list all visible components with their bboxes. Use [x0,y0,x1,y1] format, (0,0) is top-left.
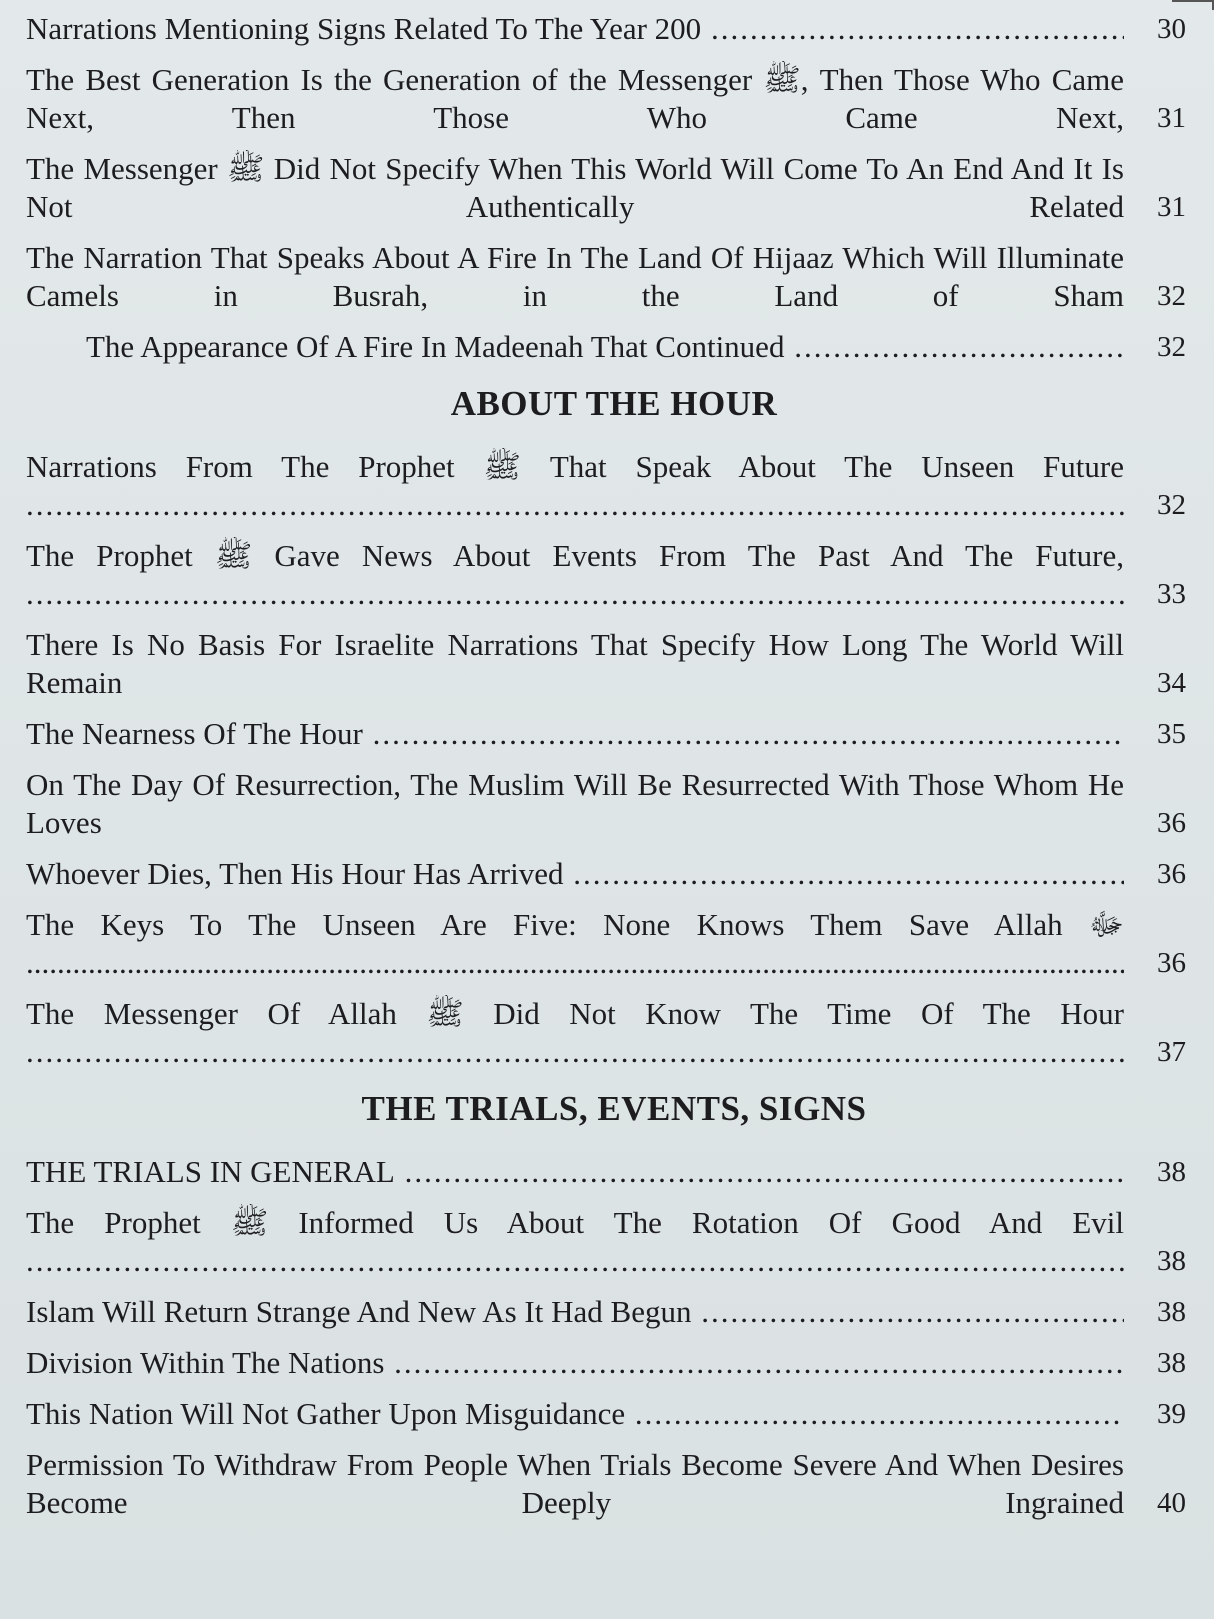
toc-entry-page: 37 [1157,1036,1186,1068]
toc-entry-page: 36 [1157,807,1186,839]
toc-entry-title: The Best Generation Is the Generation of the Messenger ﷺ, Then Those Who Came Next, Then Those Who Came Next, ..... [26,61,1124,137]
toc-entry-page: 39 [1157,1398,1186,1430]
section-heading-trials-events-signs: THE TRIALS, EVENTS, SIGNS [361,1089,867,1128]
toc-entry [26,1344,1202,1382]
toc-entry [26,906,1202,982]
toc-entry-title: The Appearance Of A Fire In Madeenah That Continued ..... [86,328,1124,366]
toc-entry-page: 38 [1157,1245,1186,1277]
toc-entry [26,995,1202,1071]
toc-entry [26,150,1202,226]
toc-entry [26,715,1202,753]
toc-entry [26,448,1202,524]
toc-entry [26,766,1202,842]
toc-entry-page: 40 [1157,1487,1186,1519]
toc-entry-page: 34 [1157,667,1186,699]
toc-entry-page: 31 [1157,102,1186,134]
toc-entry-title: The Nearness Of The Hour ..... [26,715,1124,753]
toc-entry-title: The Keys To The Unseen Are Five: None Knows Them Save Allah ﷻ ..... [26,906,1124,982]
toc-entry-title: Islam Will Return Strange And New As It Had Begun ..... [26,1293,1124,1331]
toc-entry [26,239,1202,315]
toc-entry-page: 33 [1157,578,1186,610]
toc-entry-page: 32 [1157,280,1186,312]
toc-entry-page: 36 [1157,947,1186,979]
toc-entry-page: 32 [1157,331,1186,363]
toc-entry-page: 31 [1157,191,1186,223]
section-heading-about-the-hour: ABOUT THE HOUR [450,384,778,423]
toc-entry-page: 38 [1157,1347,1186,1379]
toc-entry-page: 30 [1157,13,1186,45]
toc-entry-title: THE TRIALS IN GENERAL ..... [26,1153,1124,1191]
toc-entry [26,855,1202,893]
toc-entry [26,537,1202,613]
toc-entry [26,1293,1202,1331]
toc-entry [26,1446,1202,1522]
toc-entry-page: 35 [1157,718,1186,750]
toc-entry-title: The Messenger ﷺ Did Not Specify When This World Will Come To An End And It Is Not Authentically Related ..... [26,150,1124,226]
toc-entry-title: Narrations From The Prophet ﷺ That Speak About The Unseen Future ..... [26,448,1124,524]
toc-entry-title: The Narration That Speaks About A Fire In The Land Of Hijaaz Which Will Illuminate Camels in Busrah, in the Land of Sham ..... [26,239,1124,315]
toc-entry [26,626,1202,702]
toc-entry-title: On The Day Of Resurrection, The Muslim Will Be Resurrected With Those Whom He Loves ..... [26,766,1124,842]
toc-entry-title: Narrations Mentioning Signs Related To The Year 200 ..... [26,10,1124,48]
toc-entry-title: There Is No Basis For Israelite Narrations That Specify How Long The World Will Remain ..... [26,626,1124,702]
toc-entry-page: 36 [1157,858,1186,890]
toc-entry [26,1204,1202,1280]
toc-entry-title: Division Within The Nations ..... [26,1344,1124,1382]
toc-entry-page: 38 [1157,1156,1186,1188]
toc-entry-title: The Prophet ﷺ Gave News About Events From The Past And The Future, ..... [26,537,1124,613]
toc-entry-title: Whoever Dies, Then His Hour Has Arrived ..... [26,855,1124,893]
toc-entry-title: The Messenger Of Allah ﷺ Did Not Know The Time Of The Hour ..... [26,995,1124,1071]
table-of-contents [26,10,1202,1535]
toc-entry-title: The Prophet ﷺ Informed Us About The Rotation Of Good And Evil ..... [26,1204,1124,1280]
toc-entry [26,1395,1202,1433]
toc-entry-page: 32 [1157,489,1186,521]
toc-entry [26,61,1202,137]
toc-entry-title: This Nation Will Not Gather Upon Misguidance ..... [26,1395,1124,1433]
page-corner-mark [1172,0,1214,10]
toc-entry [26,1153,1202,1191]
toc-entry-sub [26,328,1202,366]
toc-entry [26,10,1202,48]
toc-entry-page: 38 [1157,1296,1186,1328]
toc-entry-title: Permission To Withdraw From People When Trials Become Severe And When Desires Become Deeply Ingrained ..... [26,1446,1124,1522]
